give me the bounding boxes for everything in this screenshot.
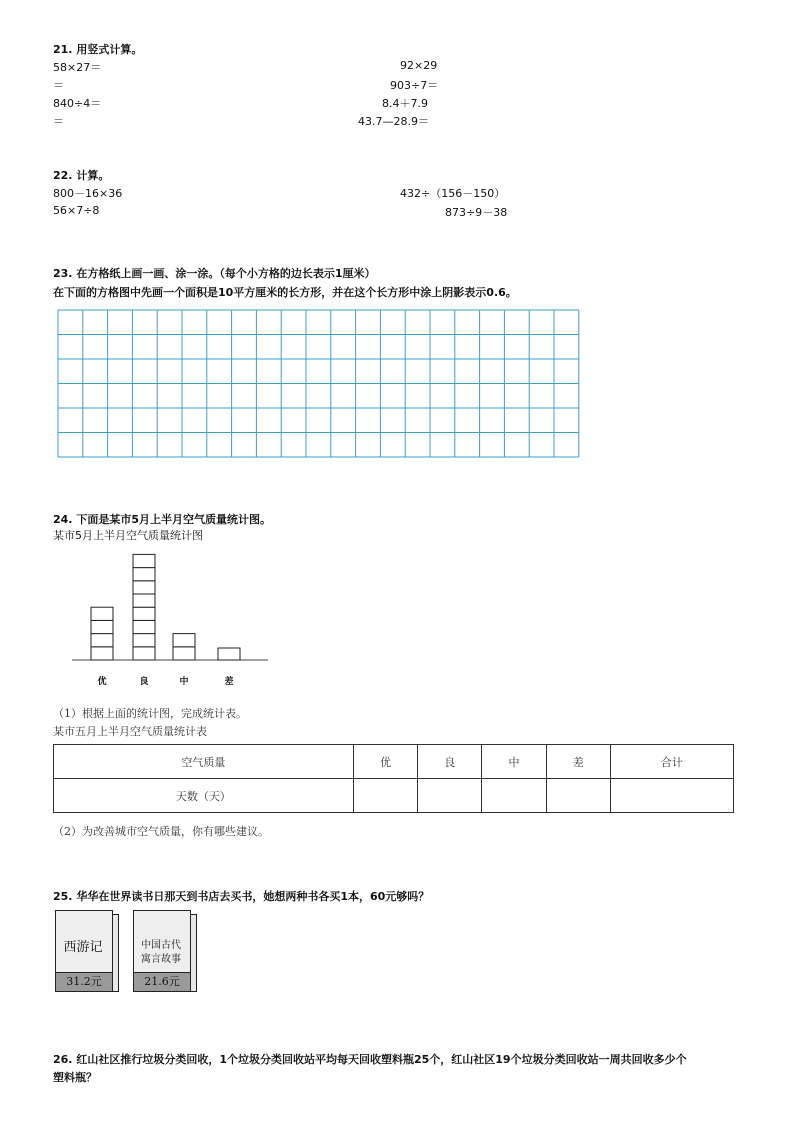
- bar-unit-良: [133, 554, 155, 567]
- q25-title: 25. 华华在世界读书日那天到书店去买书，她想两种书各买1本，60元够吗？: [53, 890, 430, 903]
- answer-cell-you[interactable]: [353, 779, 417, 813]
- table-header-cell: 中: [482, 745, 546, 779]
- book-fables: [133, 910, 197, 1002]
- tick-label: 中: [179, 677, 189, 687]
- table-row-label: 天数（天）: [54, 779, 354, 813]
- q24-sub2: （2）为改善城市空气质量，你有哪些建议。: [53, 825, 269, 838]
- q22-line2-left: 56×7÷8: [53, 204, 100, 217]
- q21-line2-left: ＝: [53, 79, 64, 92]
- table-row: [54, 779, 734, 813]
- q22-title: 22. 计算。: [53, 169, 110, 182]
- q22-line2-right: 873÷9－38: [445, 206, 508, 219]
- bar-unit-良: [133, 607, 155, 620]
- bar-unit-良: [133, 634, 155, 647]
- air-quality-bar-chart: [70, 548, 270, 693]
- q26-line2: 塑料瓶？: [53, 1071, 97, 1084]
- table-title: 某市五月上半月空气质量统计表: [53, 725, 207, 738]
- q21-line3-left: 840÷4＝: [53, 97, 102, 110]
- q21-line1-left: 58×27＝: [53, 61, 102, 74]
- q24-title: 24. 下面是某市5月上半月空气质量统计图。: [53, 513, 271, 526]
- q21-line1-right: 92×29: [400, 59, 438, 72]
- bar-unit-良: [133, 647, 155, 660]
- q23-instruction: 在下面的方格图中先画一个面积是10平方厘米的长方形，并在这个长方形中涂上阴影表示0.6。: [53, 286, 517, 299]
- book-price: 21.6元: [133, 972, 191, 992]
- bar-unit-良: [133, 594, 155, 607]
- bar-unit-优: [91, 607, 113, 620]
- bar-unit-良: [133, 568, 155, 581]
- air-quality-stat-table: [53, 744, 734, 813]
- book-title: 西游记: [63, 940, 103, 955]
- book-price: 31.2元: [55, 972, 113, 992]
- table-header-cell: 优: [353, 745, 417, 779]
- book-title-line1: 中国古代: [141, 940, 181, 951]
- bar-unit-优: [91, 620, 113, 633]
- chart-title: 某市5月上半月空气质量统计图: [53, 529, 203, 542]
- q21-line4-right: 43.7—28.9＝: [358, 115, 429, 128]
- bar-unit-良: [133, 581, 155, 594]
- q21-title: 21. 用竖式计算。: [53, 43, 143, 56]
- table-header-cell: 合计: [610, 745, 733, 779]
- q24-sub1: （1）根据上面的统计图，完成统计表。: [53, 707, 247, 720]
- q22-line1-left: 800－16×36: [53, 187, 123, 200]
- q21-line2-right: 903÷7＝: [390, 79, 439, 92]
- q21-line3-right: 8.4＋7.9: [382, 97, 428, 110]
- tick-label: 差: [224, 677, 234, 687]
- table-header-cell: 良: [418, 745, 482, 779]
- book-xiyouji: [55, 910, 119, 1002]
- table-header-cell: 差: [546, 745, 610, 779]
- tick-label: 良: [139, 677, 149, 687]
- answer-cell-zhong[interactable]: [482, 779, 546, 813]
- answer-cell-liang[interactable]: [418, 779, 482, 813]
- answer-cell-total[interactable]: [610, 779, 733, 813]
- bar-unit-中: [173, 634, 195, 647]
- table-header-row: [54, 745, 734, 779]
- bar-unit-良: [133, 620, 155, 633]
- grid-paper[interactable]: [57, 309, 583, 459]
- bar-cha: [218, 648, 240, 660]
- q23-title: 23. 在方格纸上画一画、涂一涂。（每个小方格的边长表示1厘米）: [53, 267, 376, 280]
- book-title-line2: 寓言故事: [141, 954, 181, 965]
- table-header-cell: 空气质量: [54, 745, 354, 779]
- bar-unit-优: [91, 647, 113, 660]
- q22-line1-right: 432÷（156－150）: [400, 187, 506, 200]
- answer-cell-cha[interactable]: [546, 779, 610, 813]
- bar-unit-中: [173, 647, 195, 660]
- q26-line1: 26. 红山社区推行垃圾分类回收，1个垃圾分类回收站平均每天回收塑料瓶25个，红山社区19个垃圾分类回收站一周共回收多少个: [53, 1053, 687, 1066]
- tick-label: 优: [97, 677, 107, 687]
- bar-unit-优: [91, 634, 113, 647]
- q21-line4-left: ＝: [53, 115, 64, 128]
